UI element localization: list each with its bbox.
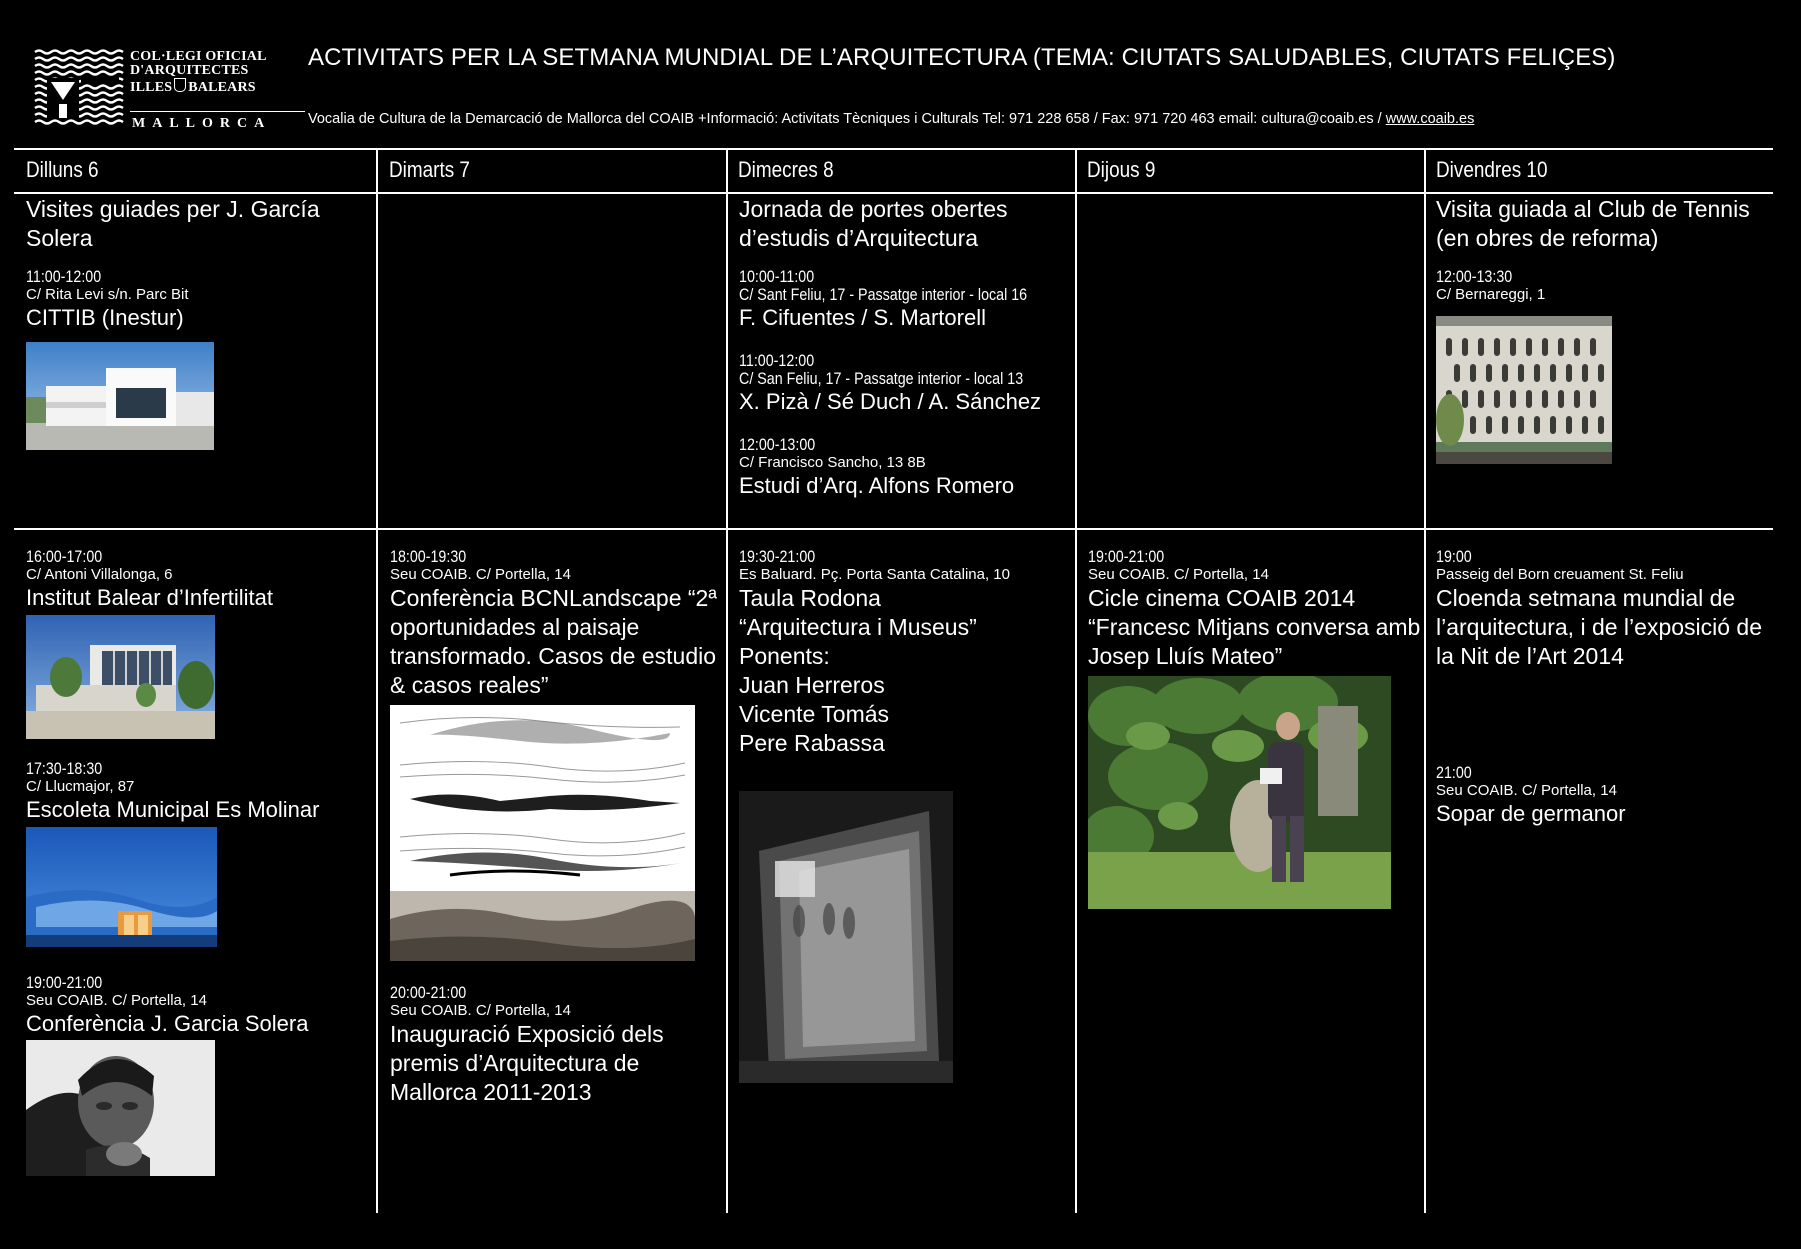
nursery-school-photo	[26, 827, 217, 947]
event-time: 11:00-12:00	[26, 267, 102, 286]
day-header-monday: Dilluns 6	[26, 157, 99, 182]
event-address: Seu COAIB. C/ Portella, 14	[26, 992, 207, 1009]
grid-row-divider	[14, 528, 1773, 530]
infertility-institute-photo	[26, 615, 215, 739]
event-venue: Cloenda setmana mundial de l’arquitectura, i de l’exposició de la Nit de l’Art 2014	[1436, 585, 1763, 669]
mon-event-conference	[26, 973, 371, 1037]
speaker-portrait-photo	[26, 1040, 215, 1176]
speaker-2: Vicente Tomás	[739, 701, 890, 727]
event-time: 18:00-19:30	[390, 547, 467, 566]
event-time: 19:30-21:00	[739, 547, 816, 566]
event-venue: F. Cifuentes / S. Martorell	[739, 305, 986, 330]
mon-event-nursery	[26, 759, 371, 823]
logo-text	[130, 50, 267, 95]
grid-top-rule	[14, 148, 1773, 150]
coaib-logo	[33, 48, 273, 133]
event-address: Passeig del Born creuament St. Feliu	[1436, 566, 1684, 583]
event-venue: Inauguració Exposició dels premis d’Arquitectura de Mallorca 2011-2013	[390, 1021, 664, 1105]
event-address: C/ San Feliu, 17 - Passatge interior - local 13	[739, 369, 1024, 388]
day-header-wednesday: Dimecres 8	[738, 157, 834, 182]
fri-tennis-visit	[1436, 195, 1776, 304]
event-time: 17:30-18:30	[26, 759, 103, 778]
contact-text: Vocalia de Cultura de la Demarcació de Mallorca del COAIB +Informació: Activitats Tècniques i Culturals Tel: 971 228 658 / Fax: 971 720 463 email: cultura@coaib.es /	[308, 111, 1386, 127]
contact-line	[308, 111, 1474, 127]
day-header-thursday: Dijous 9	[1087, 157, 1156, 182]
wed-event-round-table	[739, 547, 1073, 758]
event-time: 11:00-12:00	[739, 351, 815, 370]
event-time: 20:00-21:00	[390, 983, 467, 1002]
garden-man-sketching-photo	[1088, 676, 1391, 909]
event-address: Seu COAIB. C/ Portella, 14	[1088, 566, 1269, 583]
coaib-emblem-icon	[33, 48, 125, 130]
grid-col-divider-1	[376, 148, 378, 1213]
event-time: 19:00-21:00	[26, 973, 103, 992]
event-address: C/ Rita Levi s/n. Parc Bit	[26, 286, 189, 303]
logo-crest-icon	[174, 78, 186, 92]
event-venue: Conferència BCNLandscape “2ª oportunidades al paisaje transformado. Casos de estudio & casos reales”	[390, 585, 717, 698]
speaker-1: Juan Herreros	[739, 672, 885, 698]
event-time: 19:00	[1436, 547, 1472, 566]
event-time: 12:00-13:30	[1436, 267, 1513, 286]
event-venue: Sopar de germanor	[1436, 801, 1626, 826]
event-time: 12:00-13:00	[739, 435, 816, 454]
event-venue: CITTIB (Inestur)	[26, 305, 184, 330]
event-line-1: Taula Rodona	[739, 585, 881, 611]
event-venue: Conferència J. Garcia Solera	[26, 1011, 309, 1036]
event-venue: Cicle cinema COAIB 2014 “Francesc Mitjans conversa amb Josep Lluís Mateo”	[1088, 585, 1421, 669]
event-address: Seu COAIB. C/ Portella, 14	[390, 1002, 571, 1019]
page-title: ACTIVITATS PER LA SETMANA MUNDIAL DE L’ARQUITECTURA (TEMA: CIUTATS SALUDABLES, CIUTATS FELIÇES)	[308, 44, 1616, 71]
event-venue: Institut Balear d’Infertilitat	[26, 585, 274, 610]
event-venue: Escoleta Municipal Es Molinar	[26, 797, 320, 822]
event-time: 10:00-11:00	[739, 267, 815, 286]
grid-col-divider-2	[726, 148, 728, 1213]
event-title: Visites guiades per J. García Solera	[26, 196, 320, 251]
event-venue: Estudi d’Arq. Alfons Romero	[739, 473, 1015, 498]
event-line-2: “Arquitectura i Museus”	[739, 614, 977, 640]
event-title: Jornada de portes obertes d’estudis d’Arquitectura	[739, 196, 1008, 251]
tennis-club-facade-photo	[1436, 316, 1612, 464]
event-address: Seu COAIB. C/ Portella, 14	[390, 566, 571, 583]
event-address: C/ Sant Feliu, 17 - Passatge interior - local 16	[739, 285, 1028, 304]
logo-line-3b: BALEARS	[188, 80, 256, 95]
event-time: 21:00	[1436, 763, 1472, 782]
website-link[interactable]: www.coaib.es	[1385, 111, 1475, 127]
fri-event-closing	[1436, 547, 1776, 671]
event-title: Visita guiada al Club de Tennis (en obres de reforma)	[1436, 196, 1750, 251]
grid-header-rule	[14, 192, 1773, 194]
event-time: 16:00-17:00	[26, 547, 103, 566]
event-address: C/ Francisco Sancho, 13 8B	[739, 454, 926, 471]
landscape-drawing-image	[390, 705, 695, 961]
wed-open-studios	[739, 195, 1084, 499]
logo-city: MALLORCA	[132, 116, 272, 131]
fri-event-dinner	[1436, 763, 1776, 827]
speaker-3: Pere Rabassa	[739, 730, 885, 756]
event-address: C/ Llucmajor, 87	[26, 778, 135, 795]
event-venue: X. Pizà / Sé Duch / A. Sánchez	[739, 389, 1042, 414]
logo-line-3	[130, 78, 267, 95]
day-header-friday: Divendres 10	[1436, 157, 1548, 182]
grid-col-divider-4	[1424, 148, 1426, 1213]
logo-line-2: D'ARQUITECTES	[130, 63, 249, 78]
thu-event-cinema	[1088, 547, 1421, 671]
mon-event-infertility	[26, 547, 371, 611]
day-header-tuesday: Dimarts 7	[389, 157, 470, 182]
museum-installation-photo	[739, 791, 953, 1083]
tue-event-exhibition	[390, 983, 723, 1107]
logo-divider	[130, 111, 305, 112]
mon-guided-visits	[26, 195, 371, 331]
event-address: C/ Bernareggi, 1	[1436, 286, 1546, 303]
event-time: 19:00-21:00	[1088, 547, 1165, 566]
logo-line-3a: ILLES	[130, 80, 173, 95]
tue-event-bcnlandscape	[390, 547, 723, 700]
event-address: C/ Antoni Villalonga, 6	[26, 566, 173, 583]
event-line-3: Ponents:	[739, 643, 830, 669]
logo-line-1: COL·LEGI OFICIAL	[130, 49, 267, 64]
event-address: Es Baluard. Pç. Porta Santa Catalina, 10	[739, 566, 1010, 583]
event-address: Seu COAIB. C/ Portella, 14	[1436, 782, 1617, 799]
cittib-building-photo	[26, 342, 214, 450]
